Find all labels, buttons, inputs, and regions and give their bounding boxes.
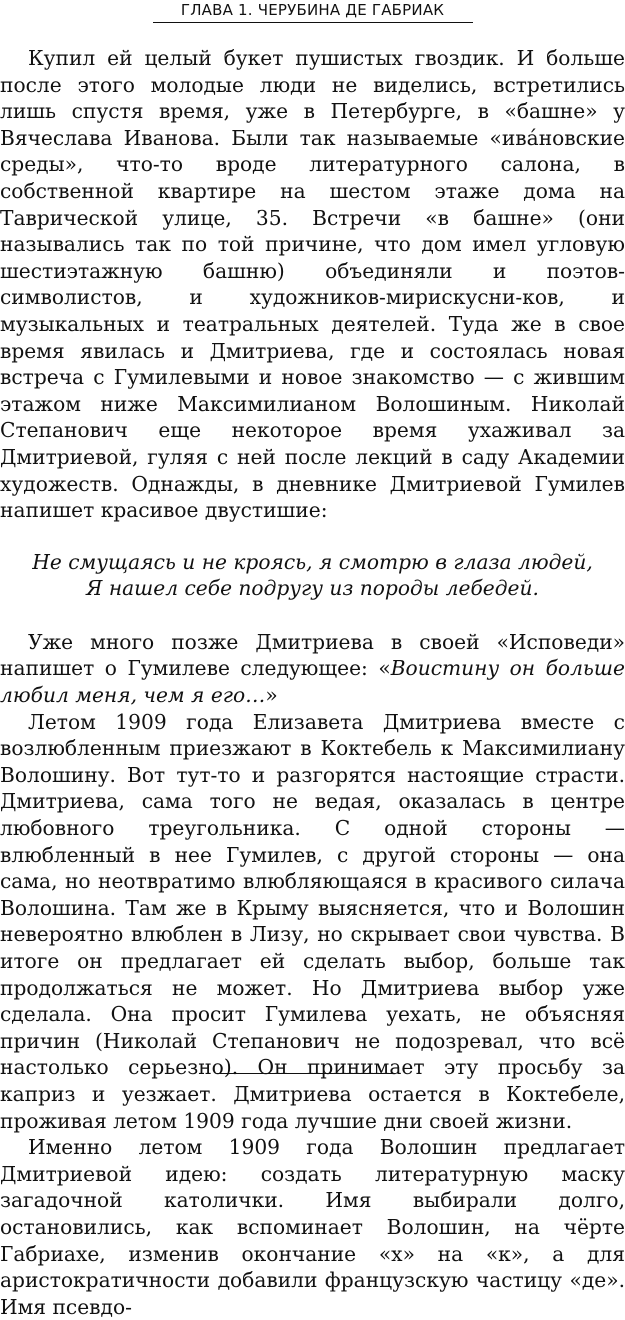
- paragraph-2: [0, 629, 625, 709]
- confession-quote: Воистину он больше любил меня, чем я его…: [0, 656, 625, 708]
- verse-line-2: Я нашел себе подругу из породы лебедей.: [86, 576, 539, 601]
- paragraph-1: Купил ей целый букет пушистых гвоздик. И больше после этого молодые люди не виделись, встретились лишь спустя время, уже в Петербурге, в «башне» у Вячеслава Иванова. Были так называемые «ивáновские среды», что-то вроде литературного салона, в собственной квартире на шестом этаже дома на Таврической улице, 35. Встречи «в башне» (они назывались так по той причине, что дом имел угловую шестиэтажную башню) объединяли и поэтов-символистов, и художников-мирискусни-ков, и музыкальных и театральных деятелей. Туда же в свое время явилась и Дмитриева, где и состоялась новая встреча с Гумилевыми и новое знакомство — с жившим этажом ниже Максимилианом Волошиным. Николай Степанович еще некоторое время ухаживал за Дмитриевой, гуляя с ней после лекций в саду Академии художеств. Однажды, в дневнике Дмитриевой Гумилев напишет красивое двустишие:: [0, 46, 625, 523]
- paragraph-4: Именно летом 1909 года Волошин предлагает Дмитриевой идею: создать литературную маску загадочной католички. Имя выбирали долго, остановились, как вспоминает Волошин, на чёрте Габриахе, изменив окончание «х» на «к», а для аристократичности добавили французскую частицу «де». Имя псевдо-: [0, 1135, 625, 1319]
- paragraph-3: Летом 1909 года Елизавета Дмитриева вместе с возлюбленным приезжают в Коктебель к Максимилиану Волошину. Вот тут-то и разгорятся настоящие страсти. Дмитриева, сама того не ведая, оказалась в центре любовного треугольника. С одной стороны — влюбленный в нее Гумилев, с другой стороны — она сама, но неотвратимо влюбляющаяся в красивого силача Волошина. Там же в Крыму выясняется, что и Волошин невероятно влюблен в Лизу, но скрывает свои чувства. В итоге он предлагает ей сделать выбор, больше так продолжаться не может. Но Дмитриева выбор уже сделала. Она просит Гумилева уехать, не объясняя причин (Николай Степанович не подозревал, что всё настолько серьезно). Он принимает эту просьбу за каприз и уезжает. Дмитриева остается в Коктебеле, проживая летом 1909 года лучшие дни своей жизни.: [0, 709, 625, 1133]
- verse-couplet: [0, 549, 625, 602]
- page-body: [0, 45, 625, 1320]
- chapter-title: ГЛАВА 1. ЧЕРУБИНА ДЕ ГАБРИАК: [180, 1, 445, 19]
- verse-line-1: Не смущаясь и не кроясь, я смотрю в глаза людей,: [32, 549, 593, 574]
- paragraph-2-lead: Уже много позже Дмитриева в своей «Исповеди» напишет о Гумилеве следующее: «: [0, 629, 625, 681]
- running-head: [0, 0, 625, 23]
- header-rule: [153, 22, 473, 23]
- paragraph-2-tail: »: [265, 683, 278, 708]
- footer-rule: [217, 1073, 395, 1074]
